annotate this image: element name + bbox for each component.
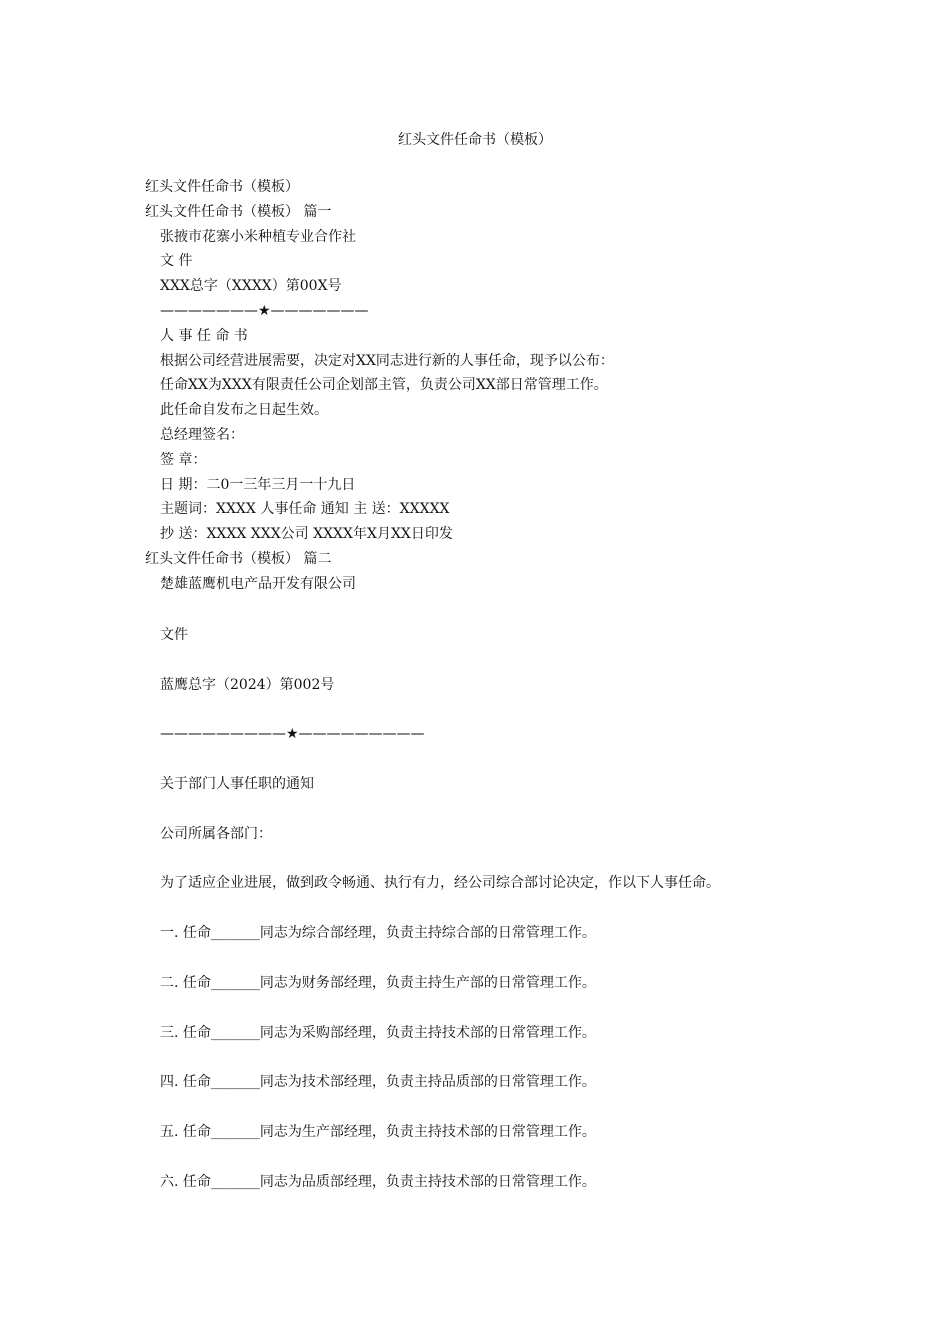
part1-notice-title: 人 事 任 命 书 [160,327,248,344]
part2-body [145,611,845,1207]
part2-notice-title: 关于部门人事任职的通知 [160,776,314,793]
appointment-item: 一. 任命_______同志为综合部经理，负责主持综合部的日常管理工作。 [160,925,596,942]
appointment-item: 三. 任命_______同志为采购部经理，负责主持技术部的日常管理工作。 [160,1024,596,1041]
part2-doc-type: 文件 [160,627,188,643]
appointment-item: 二. 任命_______同志为财务部经理，负责主持生产部的日常管理工作。 [160,974,596,991]
part1-signature: 总经理签名： [160,426,244,443]
appointment-item: 六. 任命_______同志为品质部经理，负责主持技术部的日常管理工作。 [160,1173,596,1190]
part2-recipients: 公司所属各部门： [160,825,272,842]
part1-body-1: 根据公司经营进展需要，决定对XX同志进行新的人事任命，现予以公布： [160,352,614,369]
part1-company: 张掖市花寨小米种植专业合作社 [160,228,356,245]
part1-doc-type: 文 件 [160,253,193,270]
appointment-item: 五. 任命_______同志为生产部经理，负责主持技术部的日常管理工作。 [160,1123,596,1140]
part1-divider: ———————★——————— [160,302,369,319]
part1-body-2: 任命XX为XXX有限责任公司企划部主管，负责公司XX部日常管理工作。 [160,377,608,394]
part1-heading: 红头文件任命书（模板） 篇一 [145,203,332,220]
appointment-item: 四. 任命_______同志为技术部经理，负责主持品质部的日常管理工作。 [160,1074,596,1091]
page-title: 红头文件任命书（模板） [398,132,552,148]
part2-intro: 为了适应企业进展，做到政令畅通、执行有力，经公司综合部讨论决定，作以下人事任命。 [160,875,720,892]
subtitle: 红头文件任命书（模板） [145,179,299,195]
part1-seal: 签 章： [160,451,207,468]
part1-date: 日 期：二0一三年三月一十九日 [160,476,356,493]
part1-body-3: 此任命自发布之日起生效。 [160,402,328,419]
part2-doc-number: 蓝鹰总字（2024）第002号 [160,676,335,693]
part1-keywords: 主题词：XXXX 人事任命 通知 主 送：XXXXX [160,501,450,518]
part1-cc: 抄 送：XXXX XXX公司 XXXX年X月XX日印发 [160,526,453,543]
document-body [145,175,845,597]
part1-doc-number: XXX总字（XXXX）第00X号 [160,278,342,295]
part2-divider: —————————★————————— [160,726,425,743]
part2-heading: 红头文件任命书（模板） 篇二 [145,550,332,567]
part2-company: 楚雄蓝鹰机电产品开发有限公司 [160,575,356,592]
